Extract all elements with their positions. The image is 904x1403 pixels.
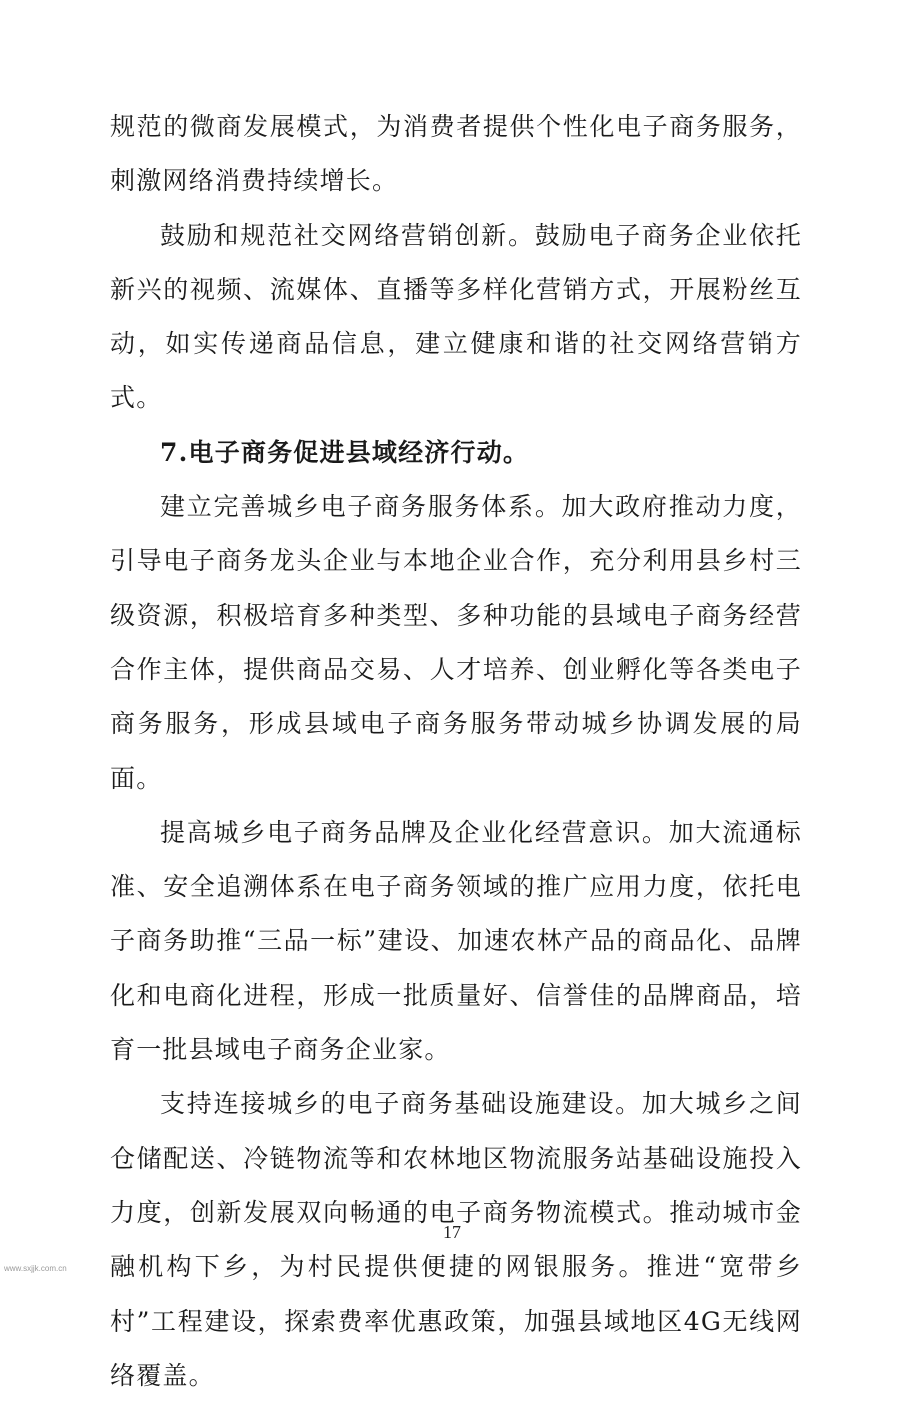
paragraph-service-system: 建立完善城乡电子商务服务体系。加大政府推动力度，引导电子商务龙头企业与本地企业合作，充分利用县乡村三级资源，积极培育多种类型、多种功能的县域电子商务经营合作主体，提供商品交易、人才培养、创业孵化等各类电子商务服务，形成县域电子商务服务带动城乡协调发展的局面。 — [110, 492, 802, 793]
paragraph-social-marketing: 鼓励和规范社交网络营销创新。鼓励电子商务企业依托新兴的视频、流媒体、直播等多样化营销方式，开展粉丝互动，如实传递商品信息，建立健康和谐的社交网络营销方式。 — [110, 220, 802, 413]
section-heading: 7.电子商务促进县域经济行动。 — [160, 437, 530, 467]
paragraph-branding: 提高城乡电子商务品牌及企业化经营意识。加大流通标准、安全追溯体系在电子商务领域的推广应用力度，依托电子商务助推“三品一标”建设、加速农林产品的商品化、品牌化和电商化进程，形成一批质量好、信誉佳的品牌商品，培育一批县域电子商务企业家。 — [110, 817, 802, 1065]
watermark: www.sxjjk.com.cn — [4, 1264, 67, 1273]
document-body — [110, 100, 802, 1403]
paragraph-continuation: 规范的微商发展模式，为消费者提供个性化电子商务服务，刺激网络消费持续增长。 — [110, 112, 802, 196]
page-number: 17 — [443, 1222, 461, 1242]
paragraph-infrastructure: 支持连接城乡的电子商务基础设施建设。加大城乡之间仓储配送、冷链物流等和农林地区物流服务站基础设施投入力度，创新发展双向畅通的电子商务物流模式。推动城市金融机构下乡，为村民提供便捷的网银服务。推进“宽带乡村”工程建设，探索费率优惠政策，加强县域地区4G无线网络覆盖。 — [110, 1089, 802, 1390]
